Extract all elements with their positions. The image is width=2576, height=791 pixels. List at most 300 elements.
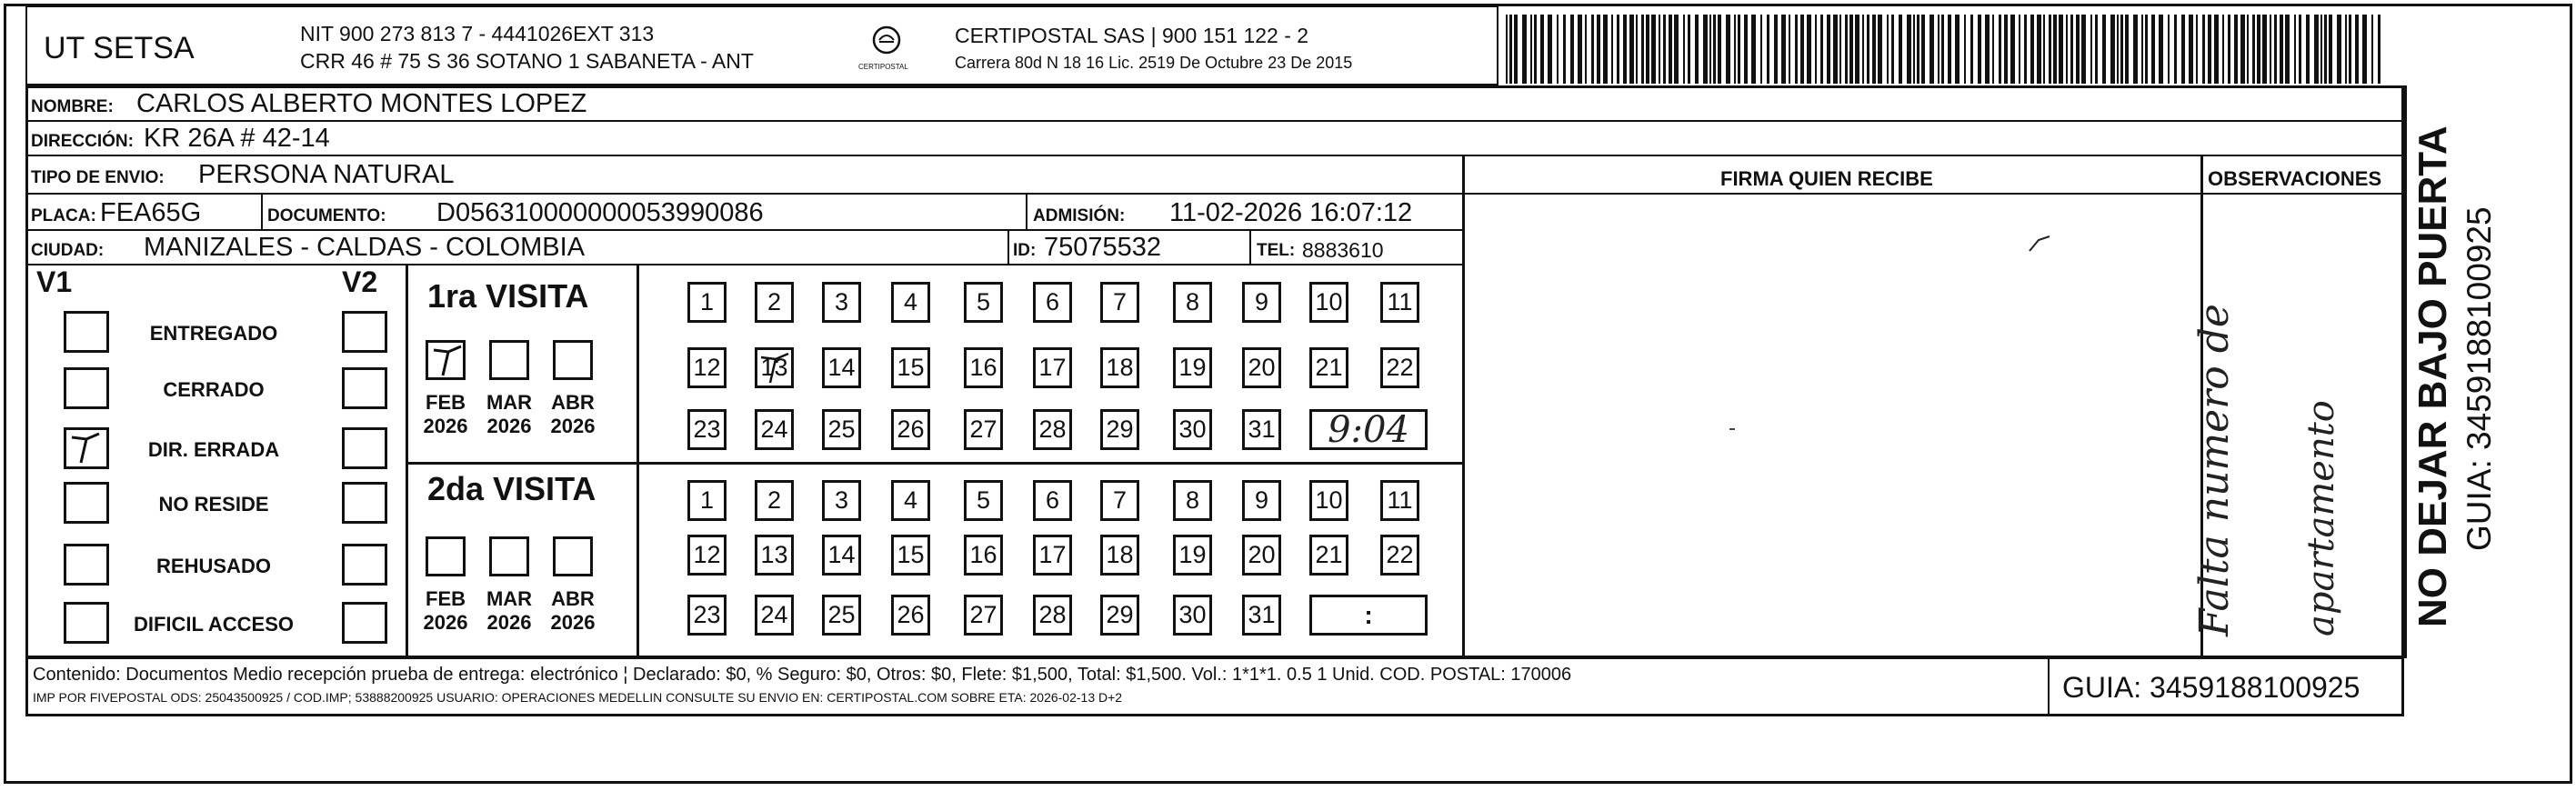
month-name: MAR xyxy=(486,391,533,414)
day-number: 13 xyxy=(760,541,788,568)
barcode-bar xyxy=(2270,15,2271,84)
barcode-bar xyxy=(2324,15,2327,84)
day-number: 23 xyxy=(693,601,721,628)
day-number: 11 xyxy=(1387,486,1413,514)
day-number: 10 xyxy=(1315,288,1343,315)
row-divider xyxy=(25,155,2404,156)
day-box[interactable] xyxy=(687,595,727,636)
v2-checkbox[interactable] xyxy=(342,602,387,644)
barcode-bar xyxy=(2059,15,2063,84)
day-number: 2 xyxy=(767,486,782,514)
month-year: 2026 xyxy=(550,415,596,438)
barcode-bar xyxy=(2202,15,2205,84)
day-box[interactable] xyxy=(687,347,727,388)
barcode-bar xyxy=(1603,15,1608,84)
barcode-bar xyxy=(1585,15,1587,84)
day-box[interactable] xyxy=(964,347,1003,388)
barcode-bar xyxy=(1767,15,1769,84)
day-box[interactable] xyxy=(891,480,930,521)
day-box[interactable] xyxy=(891,595,930,636)
day-box[interactable] xyxy=(1173,347,1212,388)
day-box[interactable] xyxy=(1242,347,1281,388)
day-number: 30 xyxy=(1178,416,1207,443)
barcode-bar xyxy=(1992,15,1994,84)
barcode-bar xyxy=(1921,15,1925,84)
day-number: 26 xyxy=(897,416,925,443)
barcode-bar xyxy=(1955,15,1960,84)
barcode-bar xyxy=(1669,15,1672,84)
barcode-bar xyxy=(1815,15,1817,84)
barcode-bar xyxy=(2090,15,2092,84)
month-year: 2026 xyxy=(486,611,532,635)
id-label: ID: xyxy=(1013,241,1037,260)
v1-label: V1 xyxy=(36,265,73,298)
certipostal-line-1: CERTIPOSTAL SAS | 900 151 122 - 2 xyxy=(955,24,1309,47)
barcode-bar xyxy=(2024,15,2027,84)
row-divider xyxy=(25,120,2404,122)
v2-label: V2 xyxy=(342,265,378,298)
barcode-bar xyxy=(2120,15,2123,84)
day-box[interactable] xyxy=(1309,347,1348,388)
day-number: 11 xyxy=(1387,288,1413,315)
day-number: 28 xyxy=(1038,416,1067,443)
observaciones-text-1: Falta numero de xyxy=(2191,304,2238,636)
barcode-bar xyxy=(2181,15,2185,84)
barcode-bar xyxy=(1827,15,1830,84)
month-label xyxy=(541,391,605,439)
ciudad-label: CIUDAD: xyxy=(31,241,105,260)
barcode-bar xyxy=(1738,15,1740,84)
barcode-bar xyxy=(1929,15,1934,84)
barcode-bar xyxy=(1709,15,1711,84)
placa-label: PLACA: xyxy=(31,206,96,225)
barcode-bar xyxy=(1530,15,1532,84)
barcode-bar xyxy=(2030,15,2034,84)
day-box[interactable] xyxy=(891,282,930,323)
day-box[interactable] xyxy=(964,409,1003,450)
barcode-bar xyxy=(2320,15,2322,84)
barcode-bar xyxy=(1800,15,1804,84)
barcode-bar xyxy=(1734,15,1736,84)
barcode-bar xyxy=(1578,15,1582,84)
day-number: 18 xyxy=(1106,541,1134,568)
day-box[interactable] xyxy=(687,480,727,521)
day-box[interactable] xyxy=(964,535,1003,576)
barcode-bar xyxy=(1695,15,1699,84)
day-box[interactable] xyxy=(1173,595,1212,636)
observaciones-handwriting-2 xyxy=(2300,255,2355,636)
column-divider xyxy=(2404,85,2407,658)
day-box[interactable] xyxy=(1380,282,1419,323)
admision-value: 11-02-2026 16:07:12 xyxy=(1169,198,1413,227)
barcode-bar xyxy=(1636,15,1638,84)
barcode-bar xyxy=(2043,15,2045,84)
v2-checkbox[interactable] xyxy=(342,311,387,353)
day-box[interactable] xyxy=(891,347,930,388)
certipostal-line-2: Carrera 80d N 18 16 Lic. 2519 De Octubre 23 De 2015 xyxy=(955,54,1353,72)
barcode-bar xyxy=(1751,15,1756,84)
cell-divider xyxy=(1249,229,1251,264)
row-divider xyxy=(25,264,1462,265)
barcode-bar xyxy=(2196,15,2198,84)
day-number: 2 xyxy=(767,288,782,315)
day-number: 24 xyxy=(760,416,788,443)
day-box[interactable] xyxy=(687,282,727,323)
day-box[interactable] xyxy=(755,595,794,636)
barcode-bar xyxy=(1789,15,1790,84)
barcode-bar xyxy=(2228,15,2230,84)
barcode-bar xyxy=(1597,15,1600,84)
day-number: 17 xyxy=(1038,541,1067,568)
day-number: 24 xyxy=(760,601,788,628)
barcode-bar xyxy=(1557,15,1559,84)
barcode-bar xyxy=(2262,15,2267,84)
day-box[interactable] xyxy=(1242,535,1281,576)
v2-checkbox[interactable] xyxy=(342,427,387,469)
barcode-bar xyxy=(1907,15,1911,84)
day-number: 14 xyxy=(827,541,856,568)
barcode-bar xyxy=(2362,15,2367,84)
barcode-bar xyxy=(1514,15,1518,84)
barcode-bar xyxy=(1548,15,1552,84)
barcode-bar xyxy=(1617,15,1619,84)
day-box[interactable] xyxy=(822,480,861,521)
day-box[interactable] xyxy=(1033,535,1072,576)
barcode-bar xyxy=(1651,15,1656,84)
barcode-bar xyxy=(1718,15,1721,84)
day-number: 31 xyxy=(1248,601,1276,628)
barcode-bar xyxy=(1899,15,1902,84)
barcode-bar xyxy=(2066,15,2068,84)
barcode-bar xyxy=(1506,15,1508,84)
day-box[interactable] xyxy=(1033,409,1072,450)
firma-header: FIRMA QUIEN RECIBE xyxy=(1720,167,1933,190)
day-box[interactable] xyxy=(1173,535,1212,576)
barcode-bar xyxy=(2285,15,2290,84)
barcode-bar xyxy=(1795,15,1798,84)
barcode-bar xyxy=(1878,15,1882,84)
month-name: FEB xyxy=(426,587,466,610)
day-number: 30 xyxy=(1178,601,1207,628)
barcode-bar xyxy=(1872,15,1876,84)
day-box[interactable] xyxy=(1242,480,1281,521)
barcode-bar xyxy=(1833,15,1838,84)
barcode-bar xyxy=(1659,15,1660,84)
day-box[interactable] xyxy=(1033,595,1072,636)
day-number: 12 xyxy=(693,541,721,568)
barcode-bar xyxy=(2095,15,2098,84)
v2-checkbox[interactable] xyxy=(342,544,387,586)
barcode-bar xyxy=(2174,15,2177,84)
month-name: ABR xyxy=(551,587,595,610)
day-box[interactable] xyxy=(1380,480,1419,521)
barcode-bar xyxy=(1522,15,1527,84)
day-box[interactable] xyxy=(1100,347,1139,388)
day-number: 28 xyxy=(1038,601,1067,628)
day-number: 9 xyxy=(1254,288,1269,315)
barcode-bar xyxy=(1985,15,1990,84)
day-box[interactable] xyxy=(1033,347,1072,388)
month-checkbox[interactable] xyxy=(426,340,466,380)
barcode-bar xyxy=(2252,15,2255,84)
month-checkbox[interactable] xyxy=(489,340,529,380)
day-box[interactable] xyxy=(755,535,794,576)
day-number: 29 xyxy=(1106,601,1134,628)
barcode-bar xyxy=(1862,15,1864,84)
observaciones-text-2: apartamento xyxy=(2300,400,2342,636)
day-number: 17 xyxy=(1038,354,1067,381)
barcode-bar xyxy=(2274,15,2277,84)
barcode xyxy=(1502,7,2393,87)
day-box[interactable] xyxy=(1033,480,1072,521)
day-number: 6 xyxy=(1045,288,1060,315)
day-box[interactable] xyxy=(891,535,930,576)
day-box[interactable] xyxy=(1380,347,1419,388)
barcode-bar xyxy=(2294,15,2296,84)
day-box[interactable] xyxy=(1242,409,1281,450)
day-box[interactable] xyxy=(687,409,727,450)
day-box[interactable] xyxy=(1100,282,1139,323)
barcode-bar xyxy=(1641,15,1644,84)
barcode-bar xyxy=(2019,15,2020,84)
barcode-bar xyxy=(1509,15,1512,84)
day-number: 19 xyxy=(1178,354,1207,381)
barcode-bar xyxy=(2355,15,2359,84)
day-number: 23 xyxy=(693,416,721,443)
barcode-bar xyxy=(1855,15,1859,84)
day-number: 25 xyxy=(827,601,856,628)
month-name: ABR xyxy=(551,391,595,414)
section-divider xyxy=(406,462,1462,465)
status-label: CERRADO xyxy=(163,378,265,401)
day-number: 7 xyxy=(1112,486,1128,514)
barcode-bar xyxy=(1703,15,1708,84)
barcode-bar xyxy=(1849,15,1853,84)
barcode-bar xyxy=(1534,15,1537,84)
day-box[interactable] xyxy=(1173,409,1212,450)
day-box[interactable] xyxy=(1173,480,1212,521)
barcode-bar xyxy=(1688,15,1690,84)
barcode-bar xyxy=(2141,15,2143,84)
footer-line-2: IMP POR FIVEPOSTAL ODS: 25043500925 / COD.IMP; 53888200925 USUARIO: OPERACIONES MEDELLIN CONSULTE SU ENVIO EN: CERTIPOSTAL.COM SOBRE ETA: 2026-02-13 D+2 xyxy=(33,690,1123,705)
tipo-value: PERSONA NATURAL xyxy=(198,160,455,189)
barcode-bar xyxy=(1839,15,1841,84)
day-number: 15 xyxy=(897,541,925,568)
visita1-title: 1ra VISITA xyxy=(427,277,589,315)
barcode-bar xyxy=(2222,15,2224,84)
barcode-bar xyxy=(1964,15,1966,84)
day-box[interactable] xyxy=(964,480,1003,521)
barcode-bar xyxy=(2329,15,2332,84)
visit-time-handwritten: 9:04 xyxy=(1328,408,1409,451)
tipo-label: TIPO DE ENVIO: xyxy=(31,168,165,187)
barcode-bar xyxy=(2004,15,2008,84)
month-year: 2026 xyxy=(423,415,468,438)
day-number: 3 xyxy=(834,486,849,514)
barcode-bar xyxy=(2349,15,2351,84)
tel-label: TEL: xyxy=(1257,241,1296,260)
month-label xyxy=(477,391,541,439)
v2-checkbox[interactable] xyxy=(342,482,387,524)
day-box[interactable] xyxy=(822,535,861,576)
day-number: 8 xyxy=(1185,288,1200,315)
cell-divider xyxy=(1026,193,1027,229)
barcode-bar xyxy=(1845,15,1848,84)
day-box[interactable] xyxy=(1100,409,1139,450)
month-label xyxy=(414,587,477,636)
day-number: 10 xyxy=(1315,486,1343,514)
observaciones-header: OBSERVACIONES xyxy=(2208,167,2382,190)
barcode-bar xyxy=(2102,15,2106,84)
certipostal-logo-text: CERTIPOSTAL xyxy=(858,63,908,71)
month-checkbox[interactable] xyxy=(426,536,466,576)
day-box[interactable] xyxy=(755,282,794,323)
signature-area[interactable] xyxy=(1466,193,2199,656)
barcode-bar xyxy=(2076,15,2080,84)
barcode-bar xyxy=(2306,15,2310,84)
footer-line-1: Contenido: Documentos Medio recepción prueba de entrega: electrónico ¦ Declarado: $0, % Seguro: $0, Otros: $0, Flete: $1,500, Total: $1,500. Vol.: 1*1*1. 0.5 1 Unid. COD. POSTAL: 170006 xyxy=(33,665,1572,685)
day-number: 9 xyxy=(1254,486,1269,514)
cell-divider xyxy=(261,193,263,229)
barcode-bar xyxy=(2371,15,2373,84)
row-divider xyxy=(25,229,1462,231)
company-name: UT SETSA xyxy=(44,31,195,65)
day-box[interactable] xyxy=(1100,480,1139,521)
barcode-bar xyxy=(2314,15,2319,84)
nit-line-1: NIT 900 273 813 7 - 4441026EXT 313 xyxy=(300,22,655,45)
barcode-bar xyxy=(2234,15,2238,84)
day-number: 4 xyxy=(903,288,918,315)
v2-checkbox[interactable] xyxy=(342,367,387,409)
day-box[interactable] xyxy=(822,595,861,636)
day-box[interactable] xyxy=(755,480,794,521)
day-box[interactable] xyxy=(755,409,794,450)
month-checkbox[interactable] xyxy=(553,340,593,380)
day-number: 16 xyxy=(969,354,997,381)
day-number: 22 xyxy=(1386,541,1414,568)
barcode-bar xyxy=(1726,15,1730,84)
day-box[interactable] xyxy=(822,347,861,388)
nombre-label: NOMBRE: xyxy=(31,97,114,116)
barcode-bar xyxy=(2053,15,2057,84)
barcode-bar xyxy=(2345,15,2347,84)
day-number: 25 xyxy=(827,416,856,443)
barcode-bar xyxy=(1867,15,1869,84)
ciudad-value: MANIZALES - CALDAS - COLOMBIA xyxy=(144,233,586,262)
day-number: 3 xyxy=(834,288,849,315)
barcode-bar xyxy=(1760,15,1762,84)
section-divider xyxy=(406,264,408,656)
barcode-bar xyxy=(1540,15,1544,84)
month-label xyxy=(477,587,541,636)
month-year: 2026 xyxy=(423,611,468,635)
day-box[interactable] xyxy=(822,282,861,323)
side-guia-text: GUIA: 3459188100925 xyxy=(2461,206,2498,551)
time-box[interactable] xyxy=(1309,409,1428,450)
barcode-bar xyxy=(2159,15,2163,84)
status-label: ENTREGADO xyxy=(149,322,278,345)
day-box[interactable] xyxy=(1100,595,1139,636)
month-label xyxy=(541,587,605,636)
barcode-bar xyxy=(1978,15,1981,84)
nombre-value: CARLOS ALBERTO MONTES LOPEZ xyxy=(136,89,587,118)
day-box[interactable] xyxy=(687,535,727,576)
day-box[interactable] xyxy=(1380,535,1419,576)
day-box[interactable] xyxy=(1309,535,1348,576)
barcode-bar xyxy=(1570,15,1574,84)
documento-label: DOCUMENTO: xyxy=(267,206,386,225)
barcode-bar xyxy=(1683,15,1685,84)
day-number: 8 xyxy=(1185,486,1200,514)
day-box[interactable] xyxy=(755,347,794,388)
month-checkbox[interactable] xyxy=(553,536,593,576)
barcode-bar xyxy=(2299,15,2301,84)
day-number: 21 xyxy=(1315,541,1343,568)
day-number: 20 xyxy=(1248,541,1276,568)
day-number: 14 xyxy=(827,354,856,381)
day-box[interactable] xyxy=(964,282,1003,323)
month-label xyxy=(414,391,477,439)
day-number: 27 xyxy=(969,601,997,628)
day-box[interactable] xyxy=(964,595,1003,636)
day-box[interactable] xyxy=(1309,480,1348,521)
day-number: 5 xyxy=(976,486,991,514)
day-number: 7 xyxy=(1112,288,1128,315)
barcode-bar xyxy=(1646,15,1649,84)
barcode-bar xyxy=(1674,15,1679,84)
id-value: 75075532 xyxy=(1044,233,1162,262)
barcode-bar xyxy=(1807,15,1811,84)
day-box[interactable] xyxy=(1242,595,1281,636)
barcode-bar xyxy=(2240,15,2245,84)
day-box[interactable] xyxy=(1033,282,1072,323)
day-box[interactable] xyxy=(891,409,930,450)
barcode-bar xyxy=(1887,15,1889,84)
time-box[interactable] xyxy=(1309,595,1428,636)
day-number: 5 xyxy=(976,288,991,315)
admision-label: ADMISIÓN: xyxy=(1033,206,1126,225)
day-number: 20 xyxy=(1248,354,1276,381)
barcode-bar xyxy=(1713,15,1716,84)
barcode-bar xyxy=(1941,15,1944,84)
barcode-bar xyxy=(2337,15,2341,84)
day-box[interactable] xyxy=(1100,535,1139,576)
section-divider xyxy=(636,264,639,656)
day-box[interactable] xyxy=(822,409,861,450)
barcode-bar xyxy=(2049,15,2051,84)
month-checkbox[interactable] xyxy=(489,536,529,576)
day-box[interactable] xyxy=(1173,282,1212,323)
time-placeholder: : xyxy=(1364,600,1373,629)
day-box[interactable] xyxy=(1242,282,1281,323)
day-number: 13 xyxy=(760,354,788,381)
barcode-bar xyxy=(1820,15,1823,84)
day-box[interactable] xyxy=(1309,282,1348,323)
barcode-bar xyxy=(1938,15,1940,84)
status-label: NO RESIDE xyxy=(158,493,269,516)
barcode-bar xyxy=(2110,15,2115,84)
barcode-bar xyxy=(1917,15,1919,84)
documento-value: D056310000000053990086 xyxy=(436,198,764,227)
day-number: 27 xyxy=(969,416,997,443)
day-number: 12 xyxy=(693,354,721,381)
barcode-bar xyxy=(2378,15,2381,84)
barcode-bar xyxy=(2257,15,2260,84)
cell-divider xyxy=(1007,229,1009,264)
barcode-bar xyxy=(2280,15,2283,84)
day-number: 1 xyxy=(699,486,715,514)
footer-guia: GUIA: 3459188100925 xyxy=(2062,671,2360,704)
